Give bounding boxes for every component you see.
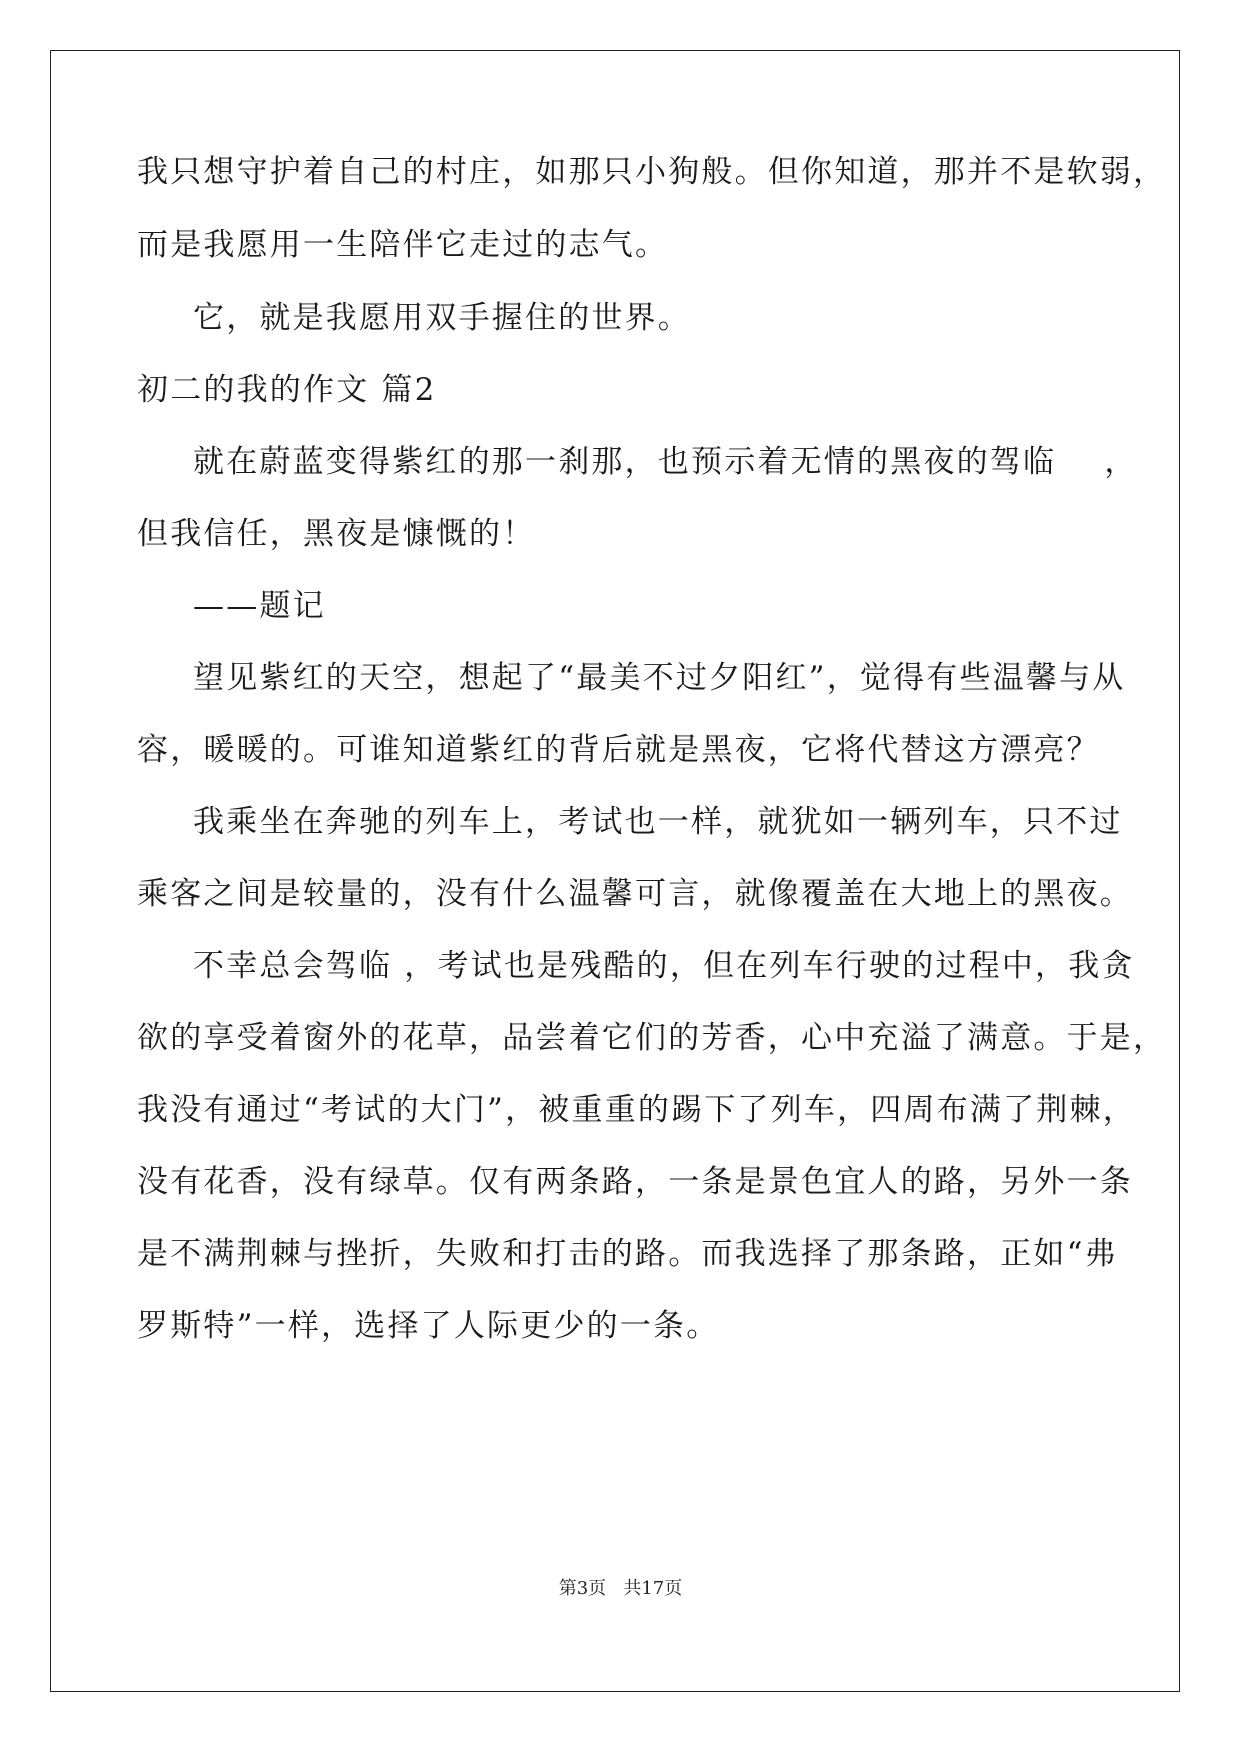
text-line: 就在蔚蓝变得紫红的那一刹那，也预示着无情的黑夜的驾临 ， — [193, 444, 1138, 480]
text-line: 但我信任，黑夜是慷慨的！ — [137, 516, 536, 552]
text-line: 望见紫红的天空，想起了“最美不过夕阳红”，觉得有些温馨与从 — [193, 660, 1126, 696]
epigraph-attribution: ——题记 — [193, 588, 326, 624]
text-line: 不幸总会驾临 ，考试也是残酷的，但在列车行驶的过程中，我贪 — [193, 948, 1135, 984]
text-line: 我没有通过“考试的大门”，被重重的踢下了列车，四周布满了荆棘， — [137, 1092, 1136, 1128]
text-line: 我只想守护着自己的村庄，如那只小狗般。但你知道，那并不是软弱， — [137, 154, 1167, 190]
page-border — [50, 50, 1180, 1692]
text-line: 乘客之间是较量的，没有什么温馨可言，就像覆盖在大地上的黑夜。 — [137, 876, 1133, 912]
text-line: 欲的享受着窗外的花草，品尝着它们的芳香，心中充溢了满意。于是， — [137, 1020, 1167, 1056]
text-line: 容，暖暖的。可谁知道紫红的背后就是黑夜，它将代替这方漂亮？ — [137, 732, 1100, 768]
page-number-footer: 第3页 共17页 — [558, 1578, 683, 1599]
section-heading: 初二的我的作文 篇2 — [137, 372, 437, 408]
text-line: 我乘坐在奔驰的列车上，考试也一样，就犹如一辆列车，只不过 — [193, 804, 1123, 840]
text-line: 是不满荆棘与挫折，失败和打击的路。而我选择了那条路，正如“弗 — [137, 1236, 1118, 1272]
text-line: 没有花香，没有绿草。仅有两条路，一条是景色宜人的路，另外一条 — [137, 1164, 1133, 1200]
text-line: 罗斯特”一样，选择了人际更少的一条。 — [137, 1308, 720, 1344]
text-line: 而是我愿用一生陪伴它走过的志气。 — [137, 227, 669, 263]
text-line: 它，就是我愿用双手握住的世界。 — [193, 300, 691, 336]
